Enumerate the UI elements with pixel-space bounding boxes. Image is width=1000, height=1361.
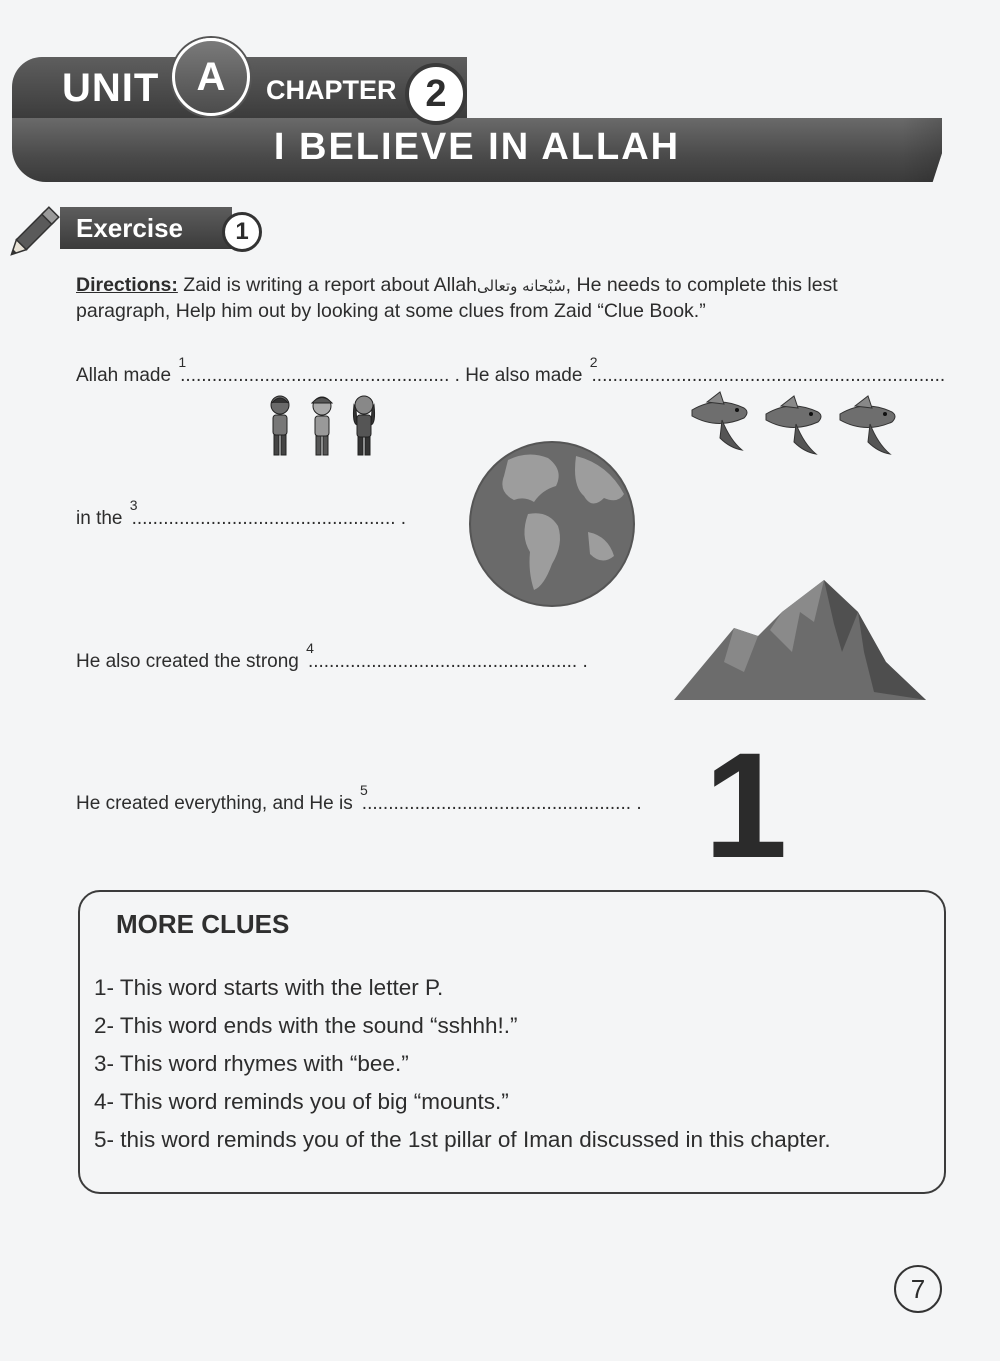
sentence-3-prefix: in the [76,508,123,529]
page-title: I BELIEVE IN ALLAH [273,126,681,168]
people-icon [262,393,384,459]
fish-icon [682,390,902,460]
clue-item: 4- This word reminds you of big “mounts.” [94,1089,509,1114]
sentence-1 [76,354,946,387]
chapter-number-badge: 2 [405,63,467,125]
blank-4-line[interactable]: ................................................... [307,651,578,672]
exercise-number-badge: 1 [222,212,262,252]
big-number-one: 1 [704,721,788,889]
unit-label: UNIT [62,66,160,110]
directions-paragraph [76,273,936,324]
directions-text-before: Zaid is writing a report about Allah [177,274,478,296]
clue-item: 3- This word rhymes with “bee.” [94,1051,409,1076]
clue-item: 1- This word starts with the letter P. [94,975,444,1000]
page-number: 7 [894,1265,942,1313]
sentence-1-middle: . He also made [454,365,583,386]
blank-4-number: 4 [306,640,314,656]
sentence-4-prefix: He also created the strong [76,651,299,672]
sentence-4 [76,640,588,673]
directions-label: Directions: [76,274,178,296]
exercise-label: Exercise [76,213,183,243]
unit-letter-badge: A [172,38,250,116]
blank-5-line[interactable]: ................................................... [361,793,632,814]
blank-2-line[interactable]: ................................................................... [591,365,946,386]
sentence-5-prefix: He created everything, and He is [76,793,353,814]
directions-text-after: , He needs to complete this lest paragraph, Help him out by looking at some clues from Zaid “Clue Book.” [76,274,838,322]
sentence-3-end: . [400,508,407,529]
arabic-honorific: سُبْحانه وتعالى [477,277,566,295]
earth-globe-icon [468,440,636,608]
mountain-icon [674,572,928,702]
blank-5-number: 5 [360,782,368,798]
sentence-5 [76,782,642,815]
sentence-1-prefix: Allah made [76,365,172,386]
clue-box-title: MORE CLUES [116,909,290,939]
blank-2-number: 2 [589,354,598,370]
sentence-5-end: . [636,793,642,814]
sentence-3 [76,497,407,530]
blank-1-line[interactable]: ................................................... [180,365,450,386]
blank-3-number: 3 [129,497,138,513]
clue-item: 2- This word ends with the sound “sshhh!.” [94,1013,518,1038]
chapter-label: CHAPTER [266,75,397,105]
blank-3-line[interactable]: .................................................. [131,508,396,529]
sentence-4-end: . [582,651,588,672]
blank-1-number: 1 [178,354,187,370]
clue-item: 5- this word reminds you of the 1st pillar of Iman discussed in this chapter. [94,1127,831,1152]
